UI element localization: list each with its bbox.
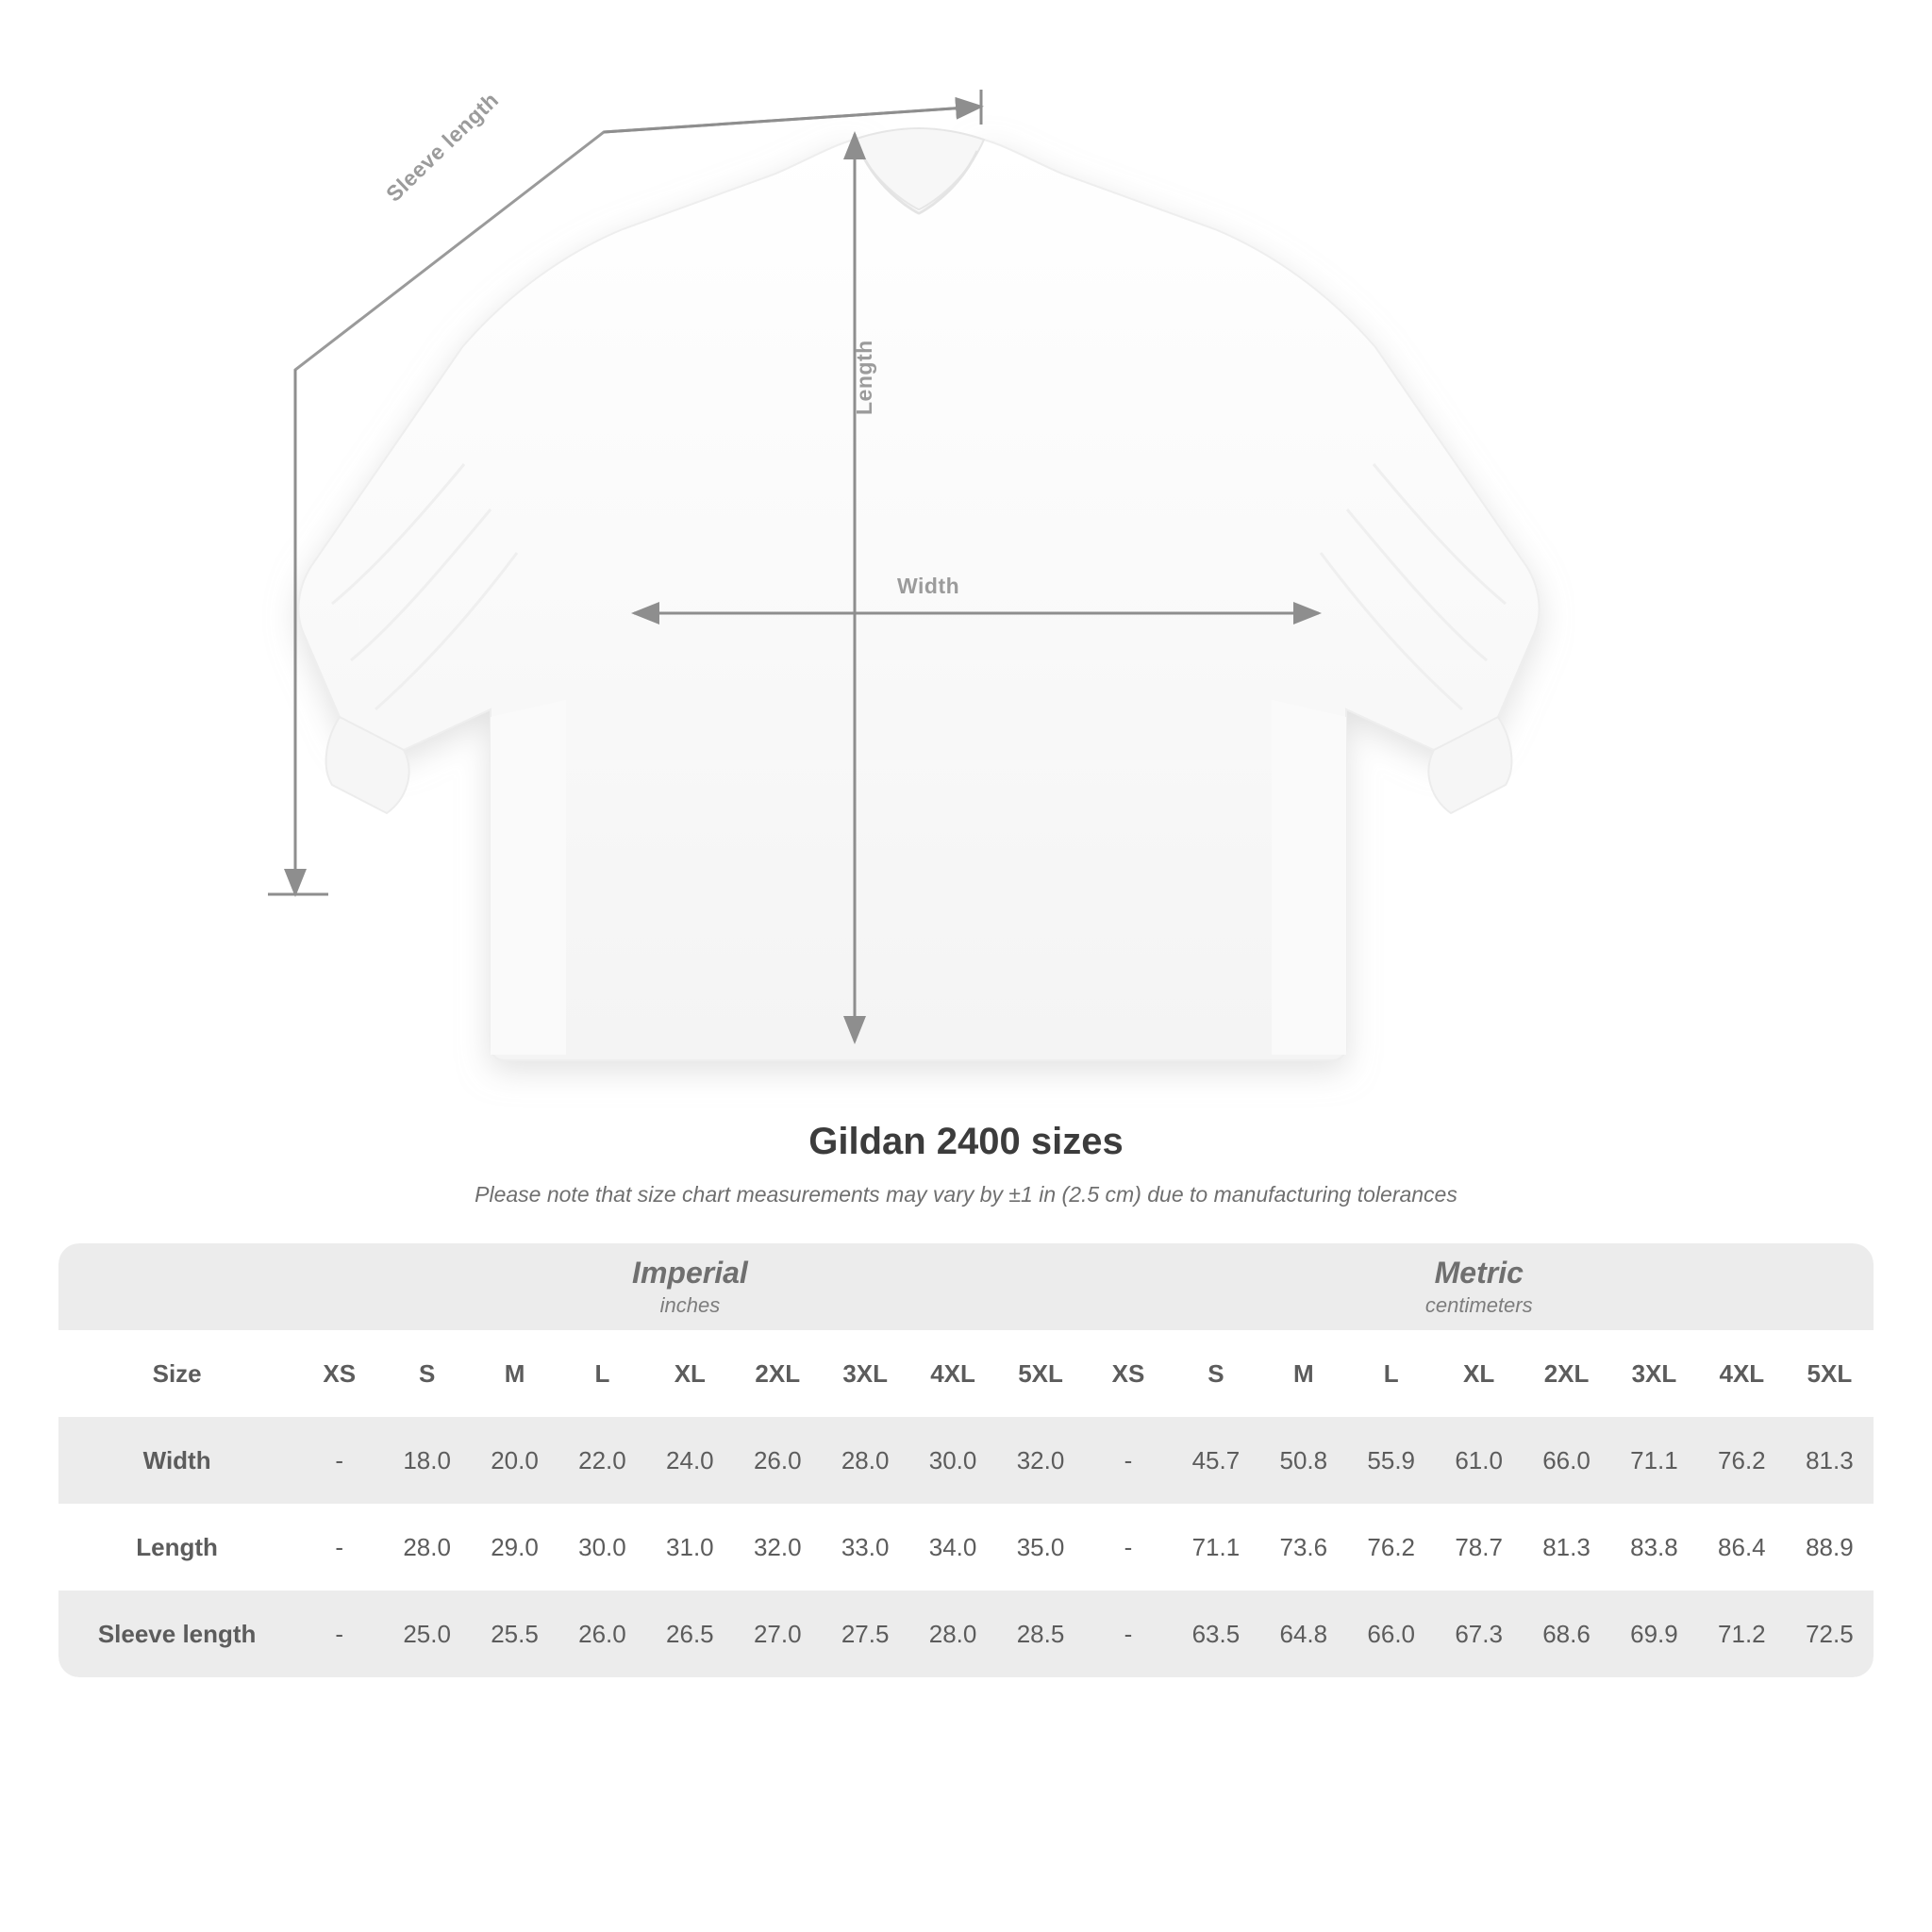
cell-length-2xl-cm: 81.3 [1523, 1504, 1610, 1591]
cell-length-xs-cm: - [1085, 1504, 1173, 1591]
cell-sleeve-l-cm: 66.0 [1347, 1591, 1435, 1677]
cell-width-m-cm: 50.8 [1259, 1417, 1347, 1504]
cell-width-xl-cm: 61.0 [1435, 1417, 1523, 1504]
cell-width-s-cm: 45.7 [1172, 1417, 1259, 1504]
cell-width-4xl-cm: 76.2 [1698, 1417, 1786, 1504]
cell-sleeve-xs-in: - [295, 1591, 383, 1677]
cell-sleeve-4xl-cm: 71.2 [1698, 1591, 1786, 1677]
cell-length-m-cm: 73.6 [1259, 1504, 1347, 1591]
cell-width-5xl-cm: 81.3 [1786, 1417, 1874, 1504]
column-header-cell: 2XL [1523, 1330, 1610, 1417]
page-subtitle: Please note that size chart measurements may vary by ±1 in (2.5 cm) due to manufacturing tolerances [475, 1182, 1457, 1207]
column-header-cell: 3XL [1610, 1330, 1698, 1417]
width-label: Width [897, 574, 960, 598]
body-shade-left [491, 700, 566, 1055]
cell-length-xs-in: - [295, 1504, 383, 1591]
cell-sleeve-3xl-in: 27.5 [822, 1591, 909, 1677]
cell-length-l-cm: 76.2 [1347, 1504, 1435, 1591]
cell-sleeve-5xl-cm: 72.5 [1786, 1591, 1874, 1677]
cell-width-xs-in: - [295, 1417, 383, 1504]
cell-length-5xl-cm: 88.9 [1786, 1504, 1874, 1591]
cell-width-l-cm: 55.9 [1347, 1417, 1435, 1504]
cell-sleeve-xl-in: 26.5 [646, 1591, 734, 1677]
cell-length-l-in: 30.0 [558, 1504, 646, 1591]
column-header-cell: XL [1435, 1330, 1523, 1417]
cell-sleeve-m-cm: 64.8 [1259, 1591, 1347, 1677]
column-header-cell: M [1259, 1330, 1347, 1417]
row-label-width: Width [58, 1417, 295, 1504]
cell-sleeve-2xl-in: 27.0 [734, 1591, 822, 1677]
cell-width-5xl-in: 32.0 [997, 1417, 1085, 1504]
shirt-body-shape [298, 140, 1539, 1060]
cell-length-2xl-in: 32.0 [734, 1504, 822, 1591]
cell-sleeve-xs-cm: - [1085, 1591, 1173, 1677]
length-label: Length [852, 340, 876, 415]
cell-length-4xl-cm: 86.4 [1698, 1504, 1786, 1591]
unit-group-imperial [295, 1243, 1084, 1330]
column-header-row [58, 1330, 1874, 1417]
unit-header-row [58, 1243, 1874, 1330]
size-header-cell: Size [58, 1330, 295, 1417]
cell-length-xl-in: 31.0 [646, 1504, 734, 1591]
cell-width-xl-in: 24.0 [646, 1417, 734, 1504]
cell-width-4xl-in: 30.0 [909, 1417, 997, 1504]
cell-length-4xl-in: 34.0 [909, 1504, 997, 1591]
cell-width-2xl-cm: 66.0 [1523, 1417, 1610, 1504]
cell-length-m-in: 29.0 [471, 1504, 558, 1591]
table-row [58, 1504, 1874, 1591]
unit-group-imperial-sub: inches [659, 1292, 721, 1317]
cell-width-m-in: 20.0 [471, 1417, 558, 1504]
column-header-cell: 4XL [1698, 1330, 1786, 1417]
row-label-length: Length [58, 1504, 295, 1591]
column-header-cell: XS [295, 1330, 383, 1417]
row-label-sleeve-length: Sleeve length [58, 1591, 295, 1677]
body-shade-right [1272, 700, 1346, 1055]
unit-group-metric [1085, 1243, 1874, 1330]
column-header-cell: S [383, 1330, 471, 1417]
column-header-cell: M [471, 1330, 558, 1417]
column-header-cell: S [1172, 1330, 1259, 1417]
title-block [0, 1121, 1932, 1208]
cell-sleeve-2xl-cm: 68.6 [1523, 1591, 1610, 1677]
table-row [58, 1591, 1874, 1677]
cell-sleeve-xl-cm: 67.3 [1435, 1591, 1523, 1677]
cell-sleeve-3xl-cm: 69.9 [1610, 1591, 1698, 1677]
column-header-cell: 4XL [909, 1330, 997, 1417]
cell-length-5xl-in: 35.0 [997, 1504, 1085, 1591]
cell-width-s-in: 18.0 [383, 1417, 471, 1504]
unit-group-imperial-name: Imperial [632, 1255, 748, 1290]
unit-header-spacer [58, 1243, 295, 1330]
cell-sleeve-s-in: 25.0 [383, 1591, 471, 1677]
cell-width-xs-cm: - [1085, 1417, 1173, 1504]
cell-sleeve-m-in: 25.5 [471, 1591, 558, 1677]
column-header-cell: L [1347, 1330, 1435, 1417]
cell-sleeve-l-in: 26.0 [558, 1591, 646, 1677]
cell-sleeve-5xl-in: 28.5 [997, 1591, 1085, 1677]
size-table-wrapper [58, 1243, 1874, 1677]
column-header-cell: 2XL [734, 1330, 822, 1417]
column-header-cell: 3XL [822, 1330, 909, 1417]
table-row [58, 1417, 1874, 1504]
sleeve-length-label: Sleeve length [381, 87, 504, 207]
cell-length-3xl-in: 33.0 [822, 1504, 909, 1591]
size-table [58, 1243, 1874, 1677]
cell-length-s-cm: 71.1 [1172, 1504, 1259, 1591]
cell-sleeve-s-cm: 63.5 [1172, 1591, 1259, 1677]
cell-width-3xl-cm: 71.1 [1610, 1417, 1698, 1504]
page-title: Gildan 2400 sizes [808, 1121, 1124, 1162]
column-header-cell: L [558, 1330, 646, 1417]
column-header-cell: XS [1085, 1330, 1173, 1417]
cell-width-l-in: 22.0 [558, 1417, 646, 1504]
cell-length-xl-cm: 78.7 [1435, 1504, 1523, 1591]
column-header-cell: 5XL [1786, 1330, 1874, 1417]
cell-width-3xl-in: 28.0 [822, 1417, 909, 1504]
unit-group-metric-name: Metric [1434, 1255, 1524, 1290]
cell-length-3xl-cm: 83.8 [1610, 1504, 1698, 1591]
column-header-cell: 5XL [997, 1330, 1085, 1417]
column-header-cell: XL [646, 1330, 734, 1417]
cell-sleeve-4xl-in: 28.0 [909, 1591, 997, 1677]
unit-group-metric-sub: centimeters [1424, 1292, 1533, 1317]
cell-length-s-in: 28.0 [383, 1504, 471, 1591]
cell-width-2xl-in: 26.0 [734, 1417, 822, 1504]
